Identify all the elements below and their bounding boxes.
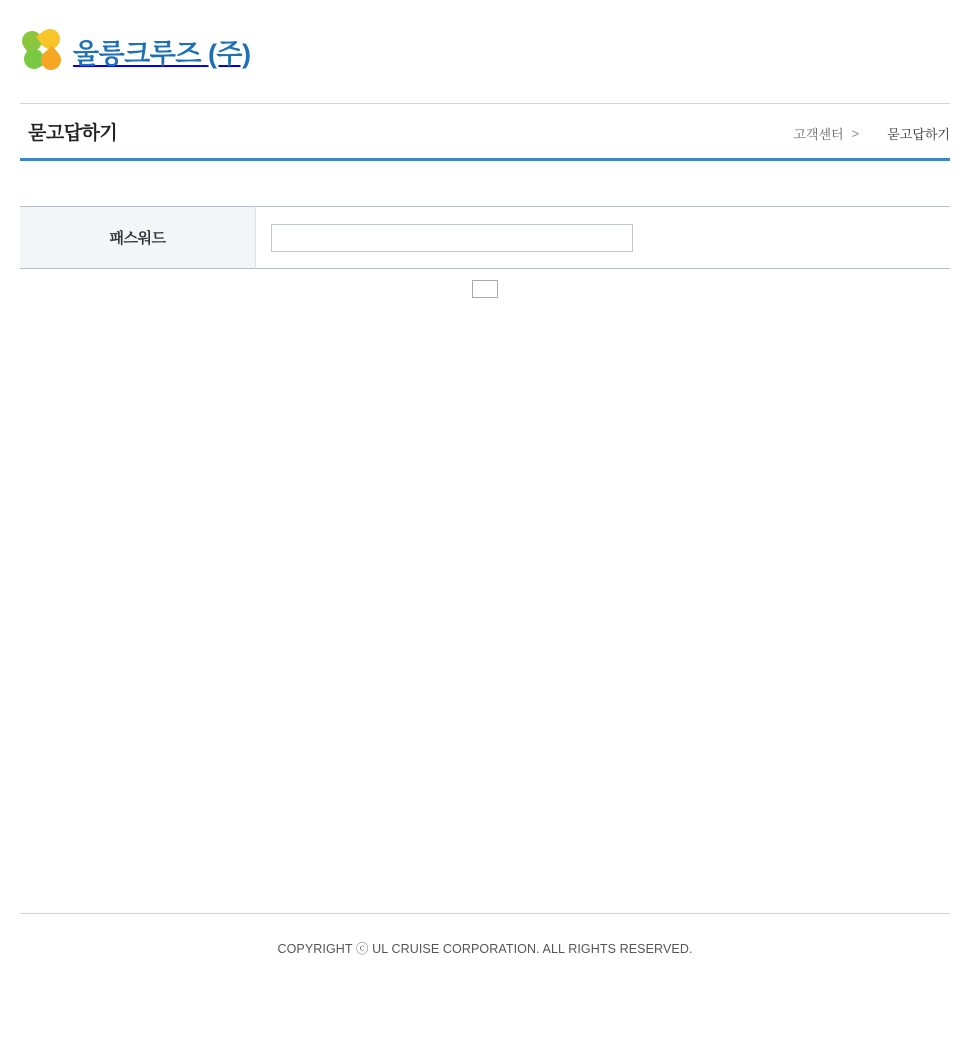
logo-text-suffix: (주): [207, 38, 251, 69]
site-logo-link[interactable]: [22, 29, 251, 73]
breadcrumb-current: 묻고답하기: [887, 127, 950, 142]
main-content: [20, 161, 950, 302]
four-petal-flower-logo-icon: [22, 29, 64, 73]
password-field-cell: [256, 207, 951, 269]
submit-row: [20, 280, 950, 302]
password-input[interactable]: [271, 224, 633, 252]
breadcrumb: [793, 124, 950, 143]
page-titlebar: [20, 103, 950, 161]
site-header: [0, 0, 970, 103]
site-footer: [20, 913, 950, 957]
breadcrumb-separator-icon: >: [851, 126, 860, 141]
table-row: [20, 207, 950, 269]
logo-text-main: 울릉크루즈: [73, 38, 201, 69]
breadcrumb-parent[interactable]: 고객센터: [793, 127, 844, 142]
page-title: 묻고답하기: [28, 123, 118, 144]
password-label: 패스워드: [20, 207, 256, 269]
password-form-table: [20, 206, 950, 269]
copyright-text: COPYRIGHT ⓒ UL CRUISE CORPORATION. ALL RIGHTS RESERVED.: [277, 942, 693, 956]
logo-text: [73, 32, 251, 71]
submit-button[interactable]: [472, 280, 498, 298]
